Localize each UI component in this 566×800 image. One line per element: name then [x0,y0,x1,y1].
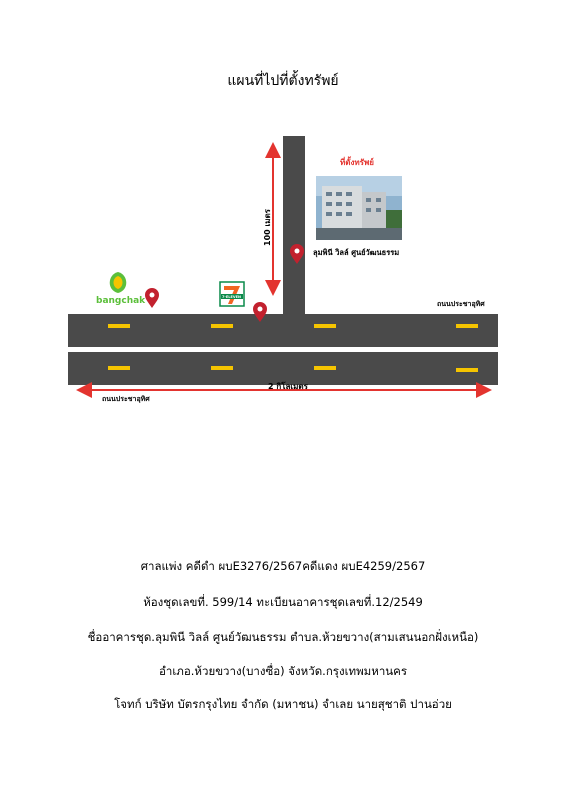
side-road [283,136,305,316]
case-info-line: ศาลแพ่ง คดีดำ ผบE3276/2567คดีแดง ผบE4259/2567 [140,559,426,573]
main-road-bottom [68,352,498,385]
map-pin-bangchak [145,288,159,308]
parties-info-line: โจทก์ บริษัท บัตรกรุงไทย จำกัด (มหาชน) จำเลย นายสุชาติ ปานอ่วย [114,697,452,711]
bangchak-label: bangchak [96,296,146,306]
unit-info-line: ห้องชุดเลขที่. 599/14 ทะเบียนอาคารชุดเลขที่.12/2549 [143,595,423,609]
building-photo [316,176,402,240]
building-info-line: ชื่ออาคารชุด.ลุมพินี วิลล์ ศูนย์วัฒนธรรม ตำบล.ห้วยขวาง(สามเสนนอกฝั่งเหนือ) [87,630,479,644]
road-name-top: ถนนประชาอุทิศ [437,300,485,308]
road-divider [68,347,498,352]
main-road-top [68,314,498,347]
road-name-bottom: ถนนประชาอุทิศ [102,395,150,403]
horizontal-distance-label: 2 กิโลเมตร [268,382,308,391]
bangchak-logo [96,272,146,306]
property-label: ที่ตั้งทรัพย์ [340,158,374,167]
vertical-distance-label: 100 เมตร [263,209,272,246]
seven-eleven-logo [220,282,244,306]
district-info-line: อำเภอ.ห้วยขวาง(บางซื่อ) จังหวัด.กรุงเทพมหานคร [158,664,408,678]
seven-eleven-label: 7-ELEVEN [222,295,241,299]
building-name: ลุมพินี วิลล์ ศูนย์วัฒนธรรม [313,248,400,257]
page-title: แผนที่ไปที่ตั้งทรัพย์ [227,73,339,89]
